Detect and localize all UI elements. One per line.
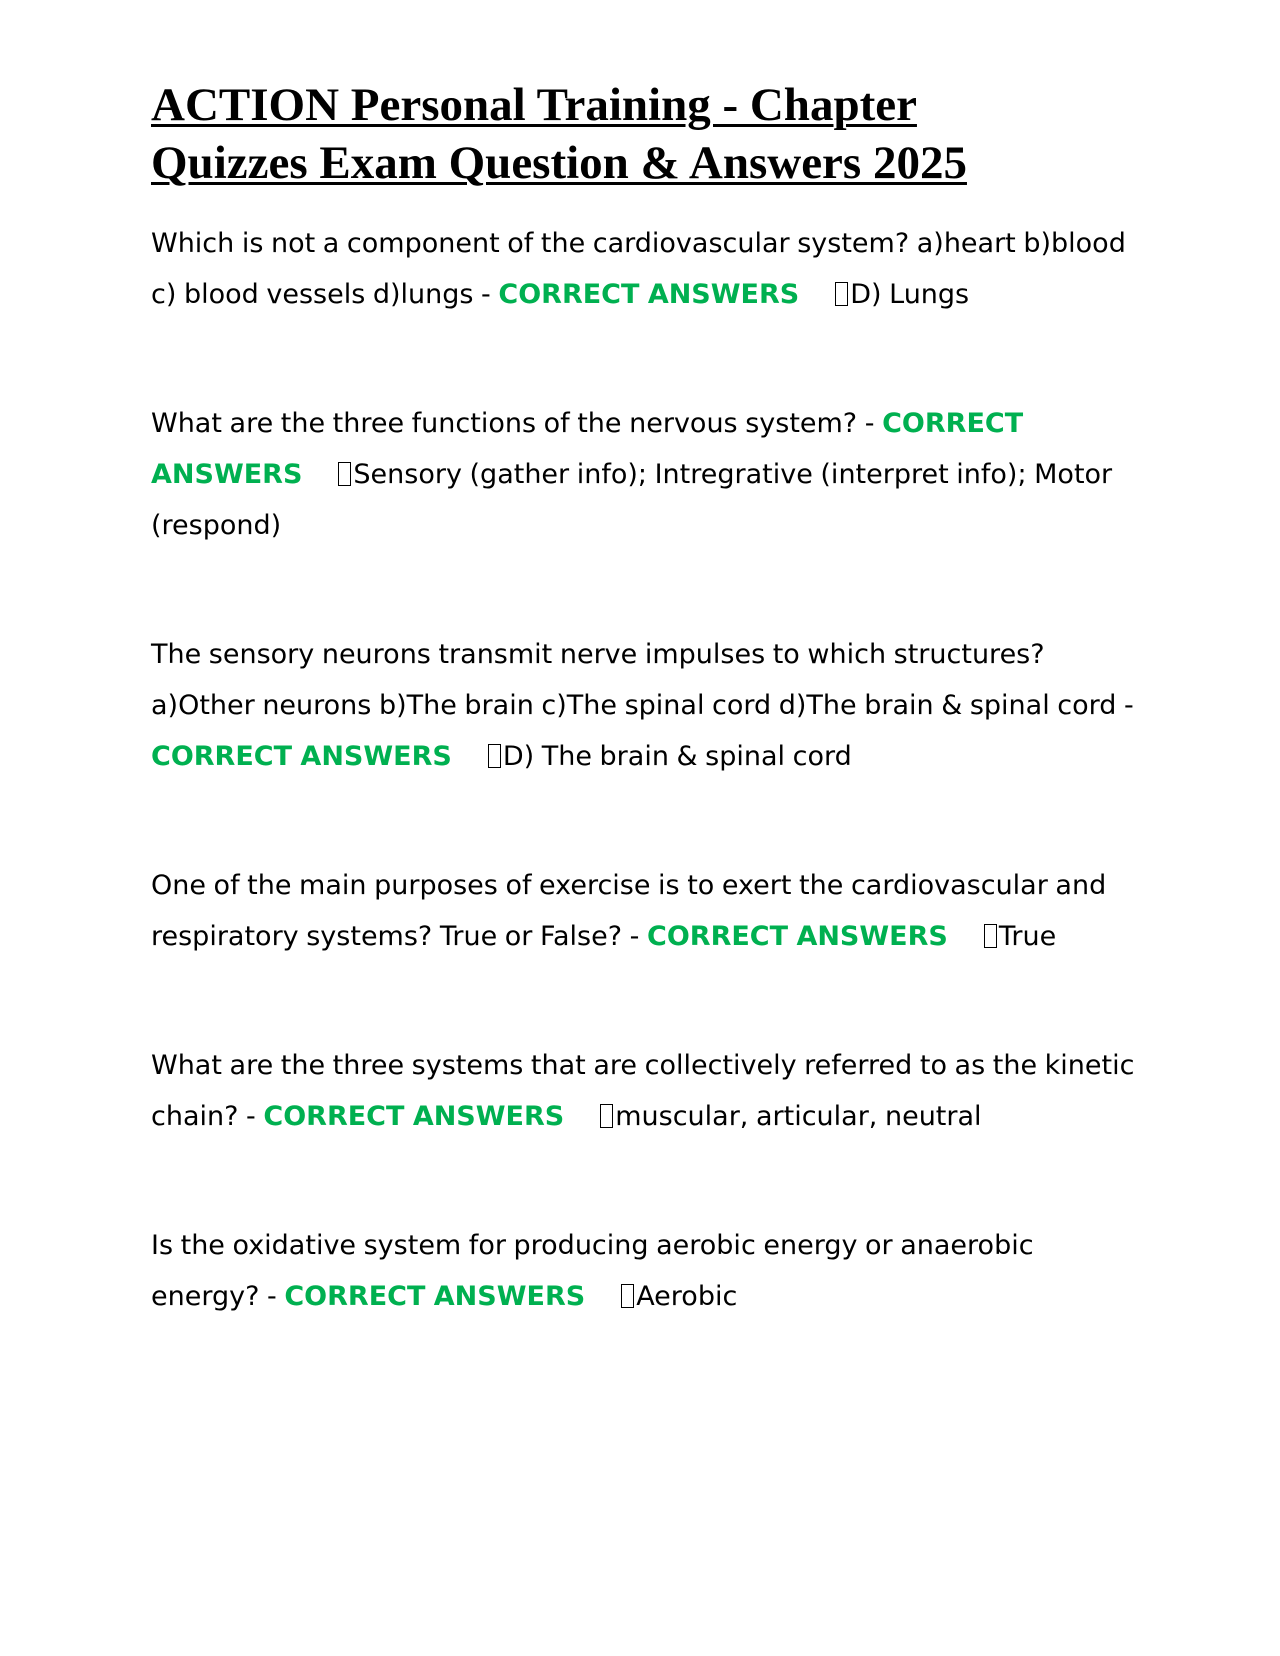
correct-answers-label: CORRECT ANSWERS bbox=[647, 921, 948, 952]
qa-item bbox=[151, 629, 1141, 782]
separator: - bbox=[481, 279, 491, 310]
qa-item bbox=[151, 1040, 1141, 1142]
title-line-2: Quizzes Exam Question & Answers 2025 bbox=[151, 137, 967, 189]
qa-item bbox=[151, 398, 1141, 551]
qa-item bbox=[151, 1220, 1141, 1322]
separator: - bbox=[864, 408, 875, 439]
document-page bbox=[151, 76, 1141, 1400]
correct-answers-label: CORRECT ANSWERS bbox=[263, 1101, 565, 1132]
document-title bbox=[151, 76, 1141, 192]
missing-glyph-icon bbox=[984, 924, 997, 948]
answer-text: Aerobic bbox=[636, 1281, 738, 1312]
question-text: The sensory neurons transmit nerve impulses to which structures? a)Other neurons b)The brain c)The spinal cord d)The brain & spinal cord bbox=[151, 639, 1117, 721]
answer-text: True bbox=[998, 921, 1057, 952]
qa-item bbox=[151, 218, 1141, 320]
missing-glyph-icon bbox=[338, 462, 351, 486]
correct-answers-label: CORRECT ANSWERS bbox=[151, 741, 452, 772]
answer-text: Sensory (gather info); Intregrative (interpret info); Motor (respond) bbox=[151, 459, 1113, 541]
correct-answers-label: CORRECT ANSWERS bbox=[498, 279, 800, 310]
title-line-1: ACTION Personal Training - Chapter bbox=[151, 79, 917, 131]
missing-glyph-icon bbox=[488, 744, 501, 768]
separator: - bbox=[246, 1101, 256, 1132]
qa-item bbox=[151, 860, 1141, 962]
answer-text: D) Lungs bbox=[850, 279, 970, 310]
missing-glyph-icon bbox=[621, 1284, 634, 1308]
question-text: What are the three functions of the nervous system? bbox=[151, 408, 858, 439]
answer-text: muscular, articular, neutral bbox=[615, 1101, 982, 1132]
question-text: What are the three systems that are collectively referred to as the kinetic chain? bbox=[151, 1050, 1135, 1132]
question-text: Is the oxidative system for producing aerobic energy or anaerobic energy? bbox=[151, 1230, 1034, 1312]
question-text: Which is not a component of the cardiovascular system? a)heart b)blood c) blood vessels d)lungs bbox=[151, 228, 1126, 310]
missing-glyph-icon bbox=[835, 282, 848, 306]
separator: - bbox=[1124, 690, 1134, 721]
separator: - bbox=[629, 921, 640, 952]
separator: - bbox=[267, 1281, 277, 1312]
answer-text: D) The brain & spinal cord bbox=[502, 741, 852, 772]
correct-answers-label: CORRECT ANSWERS bbox=[284, 1281, 586, 1312]
question-text: One of the main purposes of exercise is to exert the cardiovascular and respiratory systems? True or False? bbox=[151, 870, 1107, 952]
missing-glyph-icon bbox=[600, 1104, 613, 1128]
correct-answers-label: CORRECT ANSWERS bbox=[151, 408, 1024, 490]
